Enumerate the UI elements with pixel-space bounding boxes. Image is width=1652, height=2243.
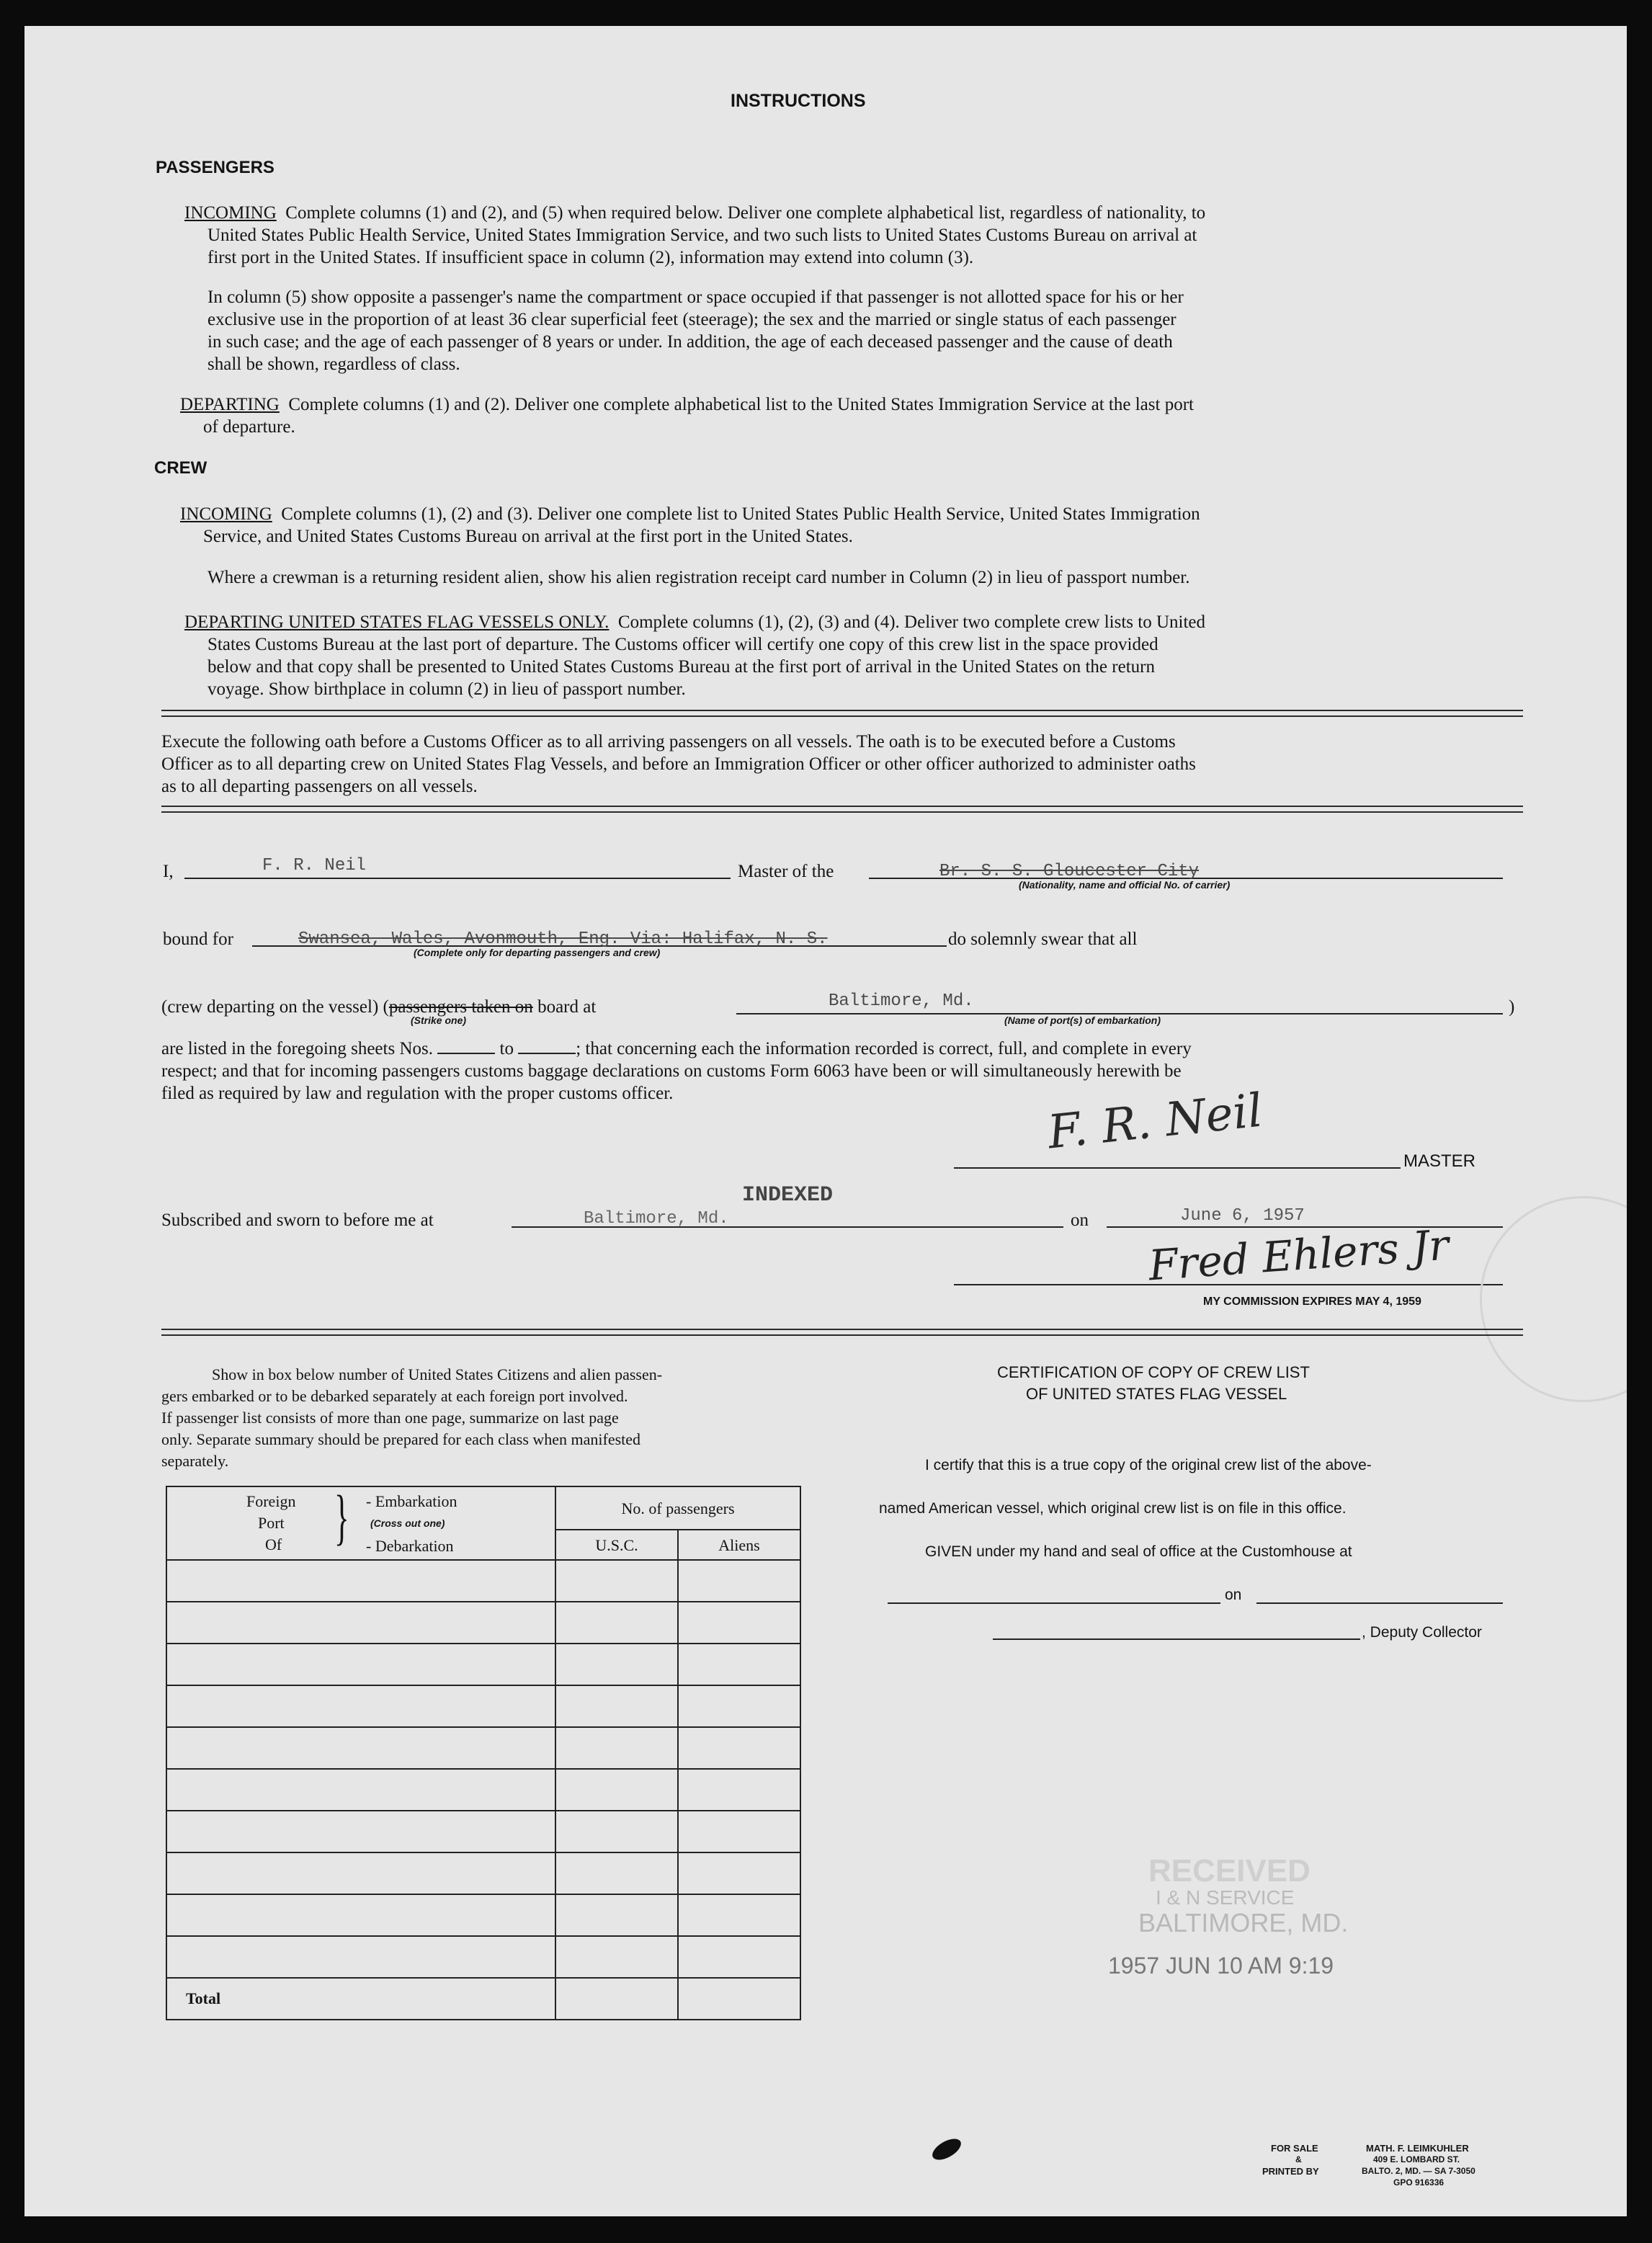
aliens-cell[interactable] [678,1936,800,1978]
passengers-col5-line3: in such case; and the age of each passenger of 8 years or under. In addition, the age of each deceased passenger and the cause of death [207,332,1173,352]
ink-blot [929,2134,964,2164]
section-divider [161,806,1523,813]
port-cell[interactable] [166,1852,555,1894]
certification-title-line2: OF UNITED STATES FLAG VESSEL [1026,1385,1287,1403]
passengers-incoming-line1: INCOMING Complete columns (1) and (2), and (5) when required below. Deliver one complete alphabetical list, regardless of nationality, to [184,203,1206,223]
table-row [166,1852,800,1894]
summary-intro-line4: only. Separate summary should be prepared for each class when manifested [161,1430,641,1448]
printer-printed-by: PRINTED BY [1262,2166,1319,2177]
port-cell[interactable] [166,1602,555,1644]
customhouse-line[interactable] [888,1602,1220,1604]
strike-caption: (Strike one) [411,1015,467,1026]
passengers-col5-line1: In column (5) show opposite a passenger's name the compartment or space occupied if that passenger is not allotted space for his or her [207,287,1184,307]
crew-departing-line1: DEPARTING UNITED STATES FLAG VESSELS ONLY. Complete columns (1), (2), (3) and (4). Deliver two complete crew lists to United [184,612,1205,632]
crew-resident-line: Where a crewman is a returning resident alien, show his alien registration receipt card number in Column (2) in lieu of passport number. [207,568,1190,587]
port-cell[interactable] [166,1769,555,1811]
printer-for-sale: FOR SALE [1271,2143,1318,2154]
certification-body-line1: I certify that this is a true copy of the original crew list of the above- [925,1457,1372,1473]
master-signature: F. R. Neil [1045,1084,1265,1160]
aliens-header: Aliens [678,1530,800,1560]
crew-departing-line4: voyage. Show birthplace in column (2) in lieu of passport number. [207,679,686,699]
deputy-signature-line[interactable] [993,1638,1360,1640]
oath-intro-line2: Officer as to all departing crew on United States Flag Vessels, and before an Immigration Officer or other officer authorized to administer oaths [161,754,1196,774]
brace: } [334,1482,349,1551]
officer-signature: Fred Ehlers Jr [1147,1220,1451,1290]
table-row [166,1602,800,1644]
total-row [166,1978,800,2020]
master-name-line [184,878,731,879]
summary-intro-line1: Show in box below number of United States Citizens and alien passen- [212,1365,663,1383]
port-caption: (Name of port(s) of embarkation) [1004,1015,1161,1026]
crew-departing-line3: below and that copy shall be presented to United States Customs Bureau at the first port of arrival in the United States on the return [207,657,1155,677]
passengers-departing-line1: DEPARTING Complete columns (1) and (2). Deliver one complete alphabetical list to the United States Immigration Service at the last port [180,395,1194,414]
crew-incoming-label: INCOMING [180,504,272,524]
total-aliens-cell[interactable] [678,1978,800,2020]
usc-cell[interactable] [555,1727,678,1769]
port-cell[interactable] [166,1894,555,1936]
summary-intro-line3: If passenger list consists of more than one page, summarize on last page [161,1409,619,1427]
port-cell[interactable] [166,1644,555,1685]
port-cell[interactable] [166,1811,555,1852]
table-row [166,1769,800,1811]
printer-gpo: GPO 916336 [1393,2177,1445,2188]
sheet-to-field[interactable] [518,1038,576,1054]
aliens-cell[interactable] [678,1769,800,1811]
certification-body-line3: GIVEN under my hand and seal of office at the Customhouse at [925,1543,1352,1560]
received-stamp-line1: RECEIVED [1148,1853,1311,1889]
table-row [166,1727,800,1769]
usc-cell[interactable] [555,1769,678,1811]
master-signature-line [954,1167,1401,1169]
sworn-place-field[interactable]: Baltimore, Md. [584,1209,729,1228]
vessel-caption: (Nationality, name and official No. of carrier) [1019,879,1231,891]
printer-address2: BALTO. 2, MD. — SA 7-3050 [1362,2166,1475,2176]
certification-body-line2: named American vessel, which original crew list is on file in this office. [879,1500,1347,1517]
passengers-departing-line2: of departure. [203,417,295,437]
aliens-cell[interactable] [678,1894,800,1936]
oath-intro-line1: Execute the following oath before a Customs Officer as to all arriving passengers on all vessels. The oath is to be executed before a Customs [161,732,1176,752]
passengers-heading: PASSENGERS [156,158,274,177]
destination-field[interactable]: Swansea, Wales, Avonmouth, Eng. Via: Halifax, N. S. [298,929,828,949]
master-label: MASTER [1403,1151,1476,1171]
passengers-incoming-label: INCOMING [184,203,277,223]
passengers-departing-label: DEPARTING [180,395,280,414]
usc-cell[interactable] [555,1894,678,1936]
total-usc-cell[interactable] [555,1978,678,2020]
port-cell[interactable] [166,1560,555,1602]
aliens-cell[interactable] [678,1685,800,1727]
printer-name: MATH. F. LEIMKUHLER [1366,2143,1469,2154]
passenger-summary-table [166,1482,801,2020]
aliens-cell[interactable] [678,1811,800,1852]
table-row [166,1936,800,1978]
page-title: INSTRUCTIONS [731,91,866,111]
sheet-from-field[interactable] [437,1038,495,1054]
no-passengers-header: No. of passengers [555,1486,800,1530]
certification-on-label: on [1225,1587,1242,1603]
aliens-cell[interactable] [678,1602,800,1644]
crew-departing-label: DEPARTING UNITED STATES FLAG VESSELS ONLY. [184,612,610,632]
on-label: on [1071,1210,1089,1230]
table-row [166,1894,800,1936]
usc-cell[interactable] [555,1602,678,1644]
usc-header: U.S.C. [555,1530,678,1560]
deputy-collector-label: , Deputy Collector [1362,1624,1482,1641]
aliens-cell[interactable] [678,1852,800,1894]
passengers-incoming-line3: first port in the United States. If insufficient space in column (2), information may extend into column (3). [207,248,974,267]
crew-heading: CREW [154,458,207,478]
passengers-taken-struck: passengers taken on [388,997,533,1017]
crew-departing-clause: (crew departing on the vessel) (passengers taken on board at [161,997,597,1017]
usc-cell[interactable] [555,1685,678,1727]
oath-intro-line3: as to all departing passengers on all vessels. [161,777,478,796]
total-label-cell: Total [166,1978,555,2020]
indexed-stamp: INDEXED [742,1183,834,1208]
destination-caption: (Complete only for departing passengers and crew) [414,947,661,958]
passengers-incoming-line2: United States Public Health Service, United States Immigration Service, and two such lists to United States Customs Bureau on arrival at [207,226,1197,245]
section-divider [161,1329,1523,1336]
bound-for-label: bound for [163,929,233,949]
foreign-port-header: Foreign Port Of } - Embarkation (Cross out one) - Debarkation [166,1486,555,1560]
table-row [166,1811,800,1852]
certification-date-line[interactable] [1256,1602,1503,1604]
listed-line3: filed as required by law and regulation with the proper customs officer. [161,1084,674,1103]
oath-i-label: I, [163,862,174,881]
master-name-field[interactable]: F. R. Neil [262,856,367,875]
aliens-cell[interactable] [678,1644,800,1685]
usc-cell[interactable] [555,1852,678,1894]
certification-title-line1: CERTIFICATION OF COPY OF CREW LIST [997,1363,1310,1381]
close-paren: ) [1509,997,1515,1017]
received-stamp-line3: BALTIMORE, MD. [1138,1908,1349,1937]
usc-cell[interactable] [555,1644,678,1685]
passengers-col5-line2: exclusive use in the proportion of at least 36 clear superficial feet (steerage); the sex and the married or single status of each passenger [207,310,1177,329]
crew-incoming-line1: INCOMING Complete columns (1), (2) and (3). Deliver one complete list to United States Public Health Service, United States Immigration [180,504,1200,524]
summary-intro-line2: gers embarked or to be debarked separately at each foreign port involved. [161,1387,628,1405]
swear-label: do solemnly swear that all [948,929,1138,949]
aliens-cell[interactable] [678,1560,800,1602]
crew-incoming-line2: Service, and United States Customs Bureau on arrival at the first port in the United States. [203,527,853,546]
port-cell[interactable] [166,1727,555,1769]
master-of-label: Master of the [738,862,834,881]
table-row [166,1685,800,1727]
vessel-field[interactable]: Br. S. S. Gloucester City [939,862,1200,881]
commission-stamp: MY COMMISSION EXPIRES MAY 4, 1959 [1203,1296,1421,1308]
usc-cell[interactable] [555,1936,678,1978]
received-stamp-line4: 1957 JUN 10 AM 9:19 [1108,1953,1334,1979]
aliens-cell[interactable] [678,1727,800,1769]
listed-line2: respect; and that for incoming passengers customs baggage declarations on customs Form 6063 have been or will simultaneously herewith be [161,1061,1182,1081]
table-row [166,1644,800,1685]
usc-cell[interactable] [555,1560,678,1602]
section-divider [161,710,1523,717]
usc-cell[interactable] [555,1811,678,1852]
summary-intro-line5: separately. [161,1452,229,1470]
received-stamp-line2: I & N SERVICE [1156,1886,1295,1909]
crew-departing-line2: States Customs Bureau at the last port of departure. The Customs officer will certify one copy of this crew list in the space provided [207,635,1158,654]
table-row [166,1560,800,1602]
form-page [24,26,1627,2216]
port-field[interactable]: Baltimore, Md. [829,991,974,1011]
sworn-date-field[interactable]: June 6, 1957 [1180,1206,1305,1226]
port-cell[interactable] [166,1936,555,1978]
printer-address1: 409 E. LOMBARD ST. [1373,2154,1460,2164]
passengers-col5-line4: shall be shown, regardless of class. [207,354,460,374]
printer-amp: & [1295,2154,1302,2164]
subscribed-label: Subscribed and sworn to before me at [161,1210,434,1230]
listed-line1: are listed in the foregoing sheets Nos. to ; that concerning each the information recorded is correct, full, and complete in every [161,1039,1192,1058]
port-cell[interactable] [166,1685,555,1727]
